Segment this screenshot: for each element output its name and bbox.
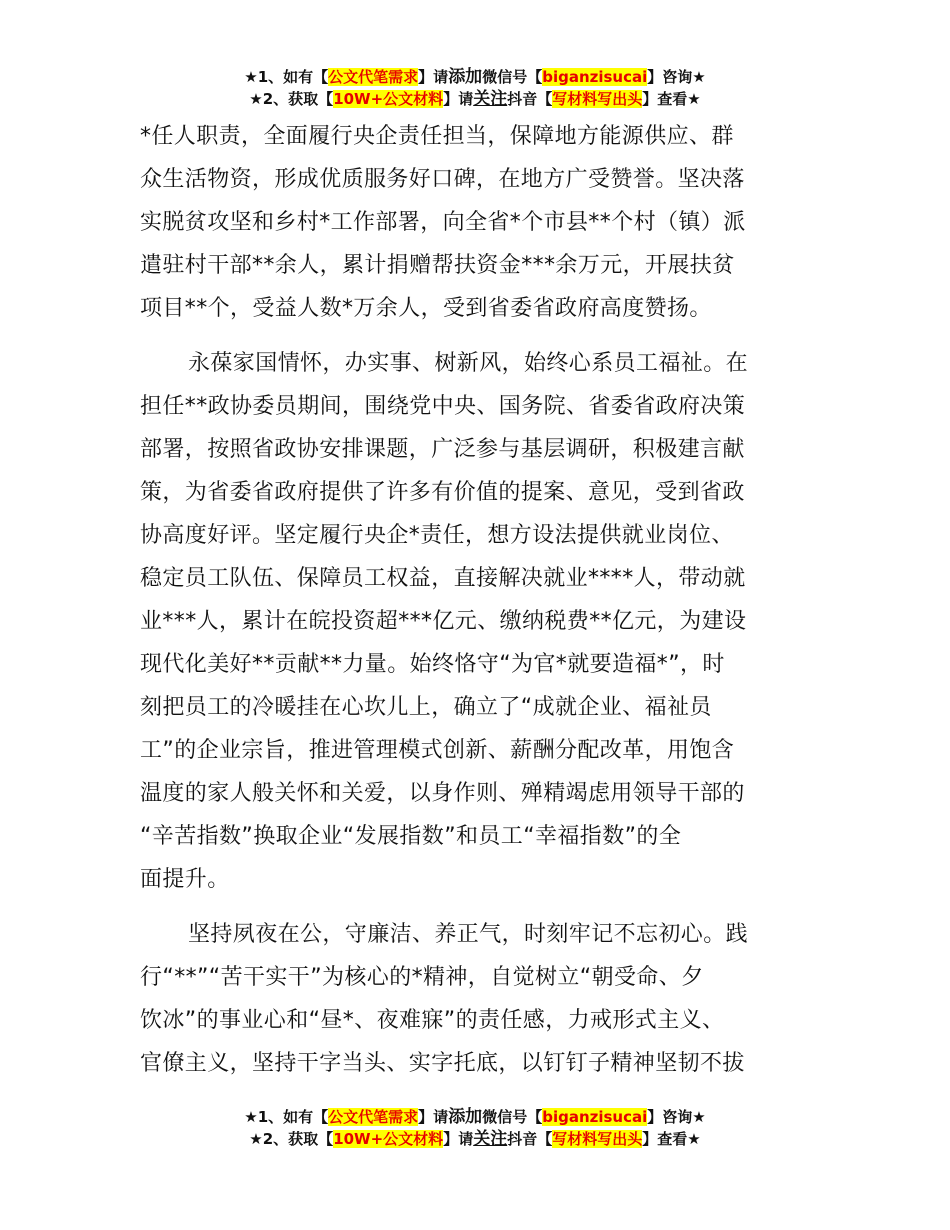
banner-emphasis: 关注 — [473, 1129, 508, 1149]
bottom-banner — [0, 1106, 950, 1150]
paragraph-3 — [140, 913, 830, 1085]
banner-text: 抖音【 — [507, 90, 553, 108]
text-line: 温度的家人般关怀和关爱，以身作则、殚精竭虑用领导干部的 — [140, 781, 745, 806]
paragraph-1 — [140, 115, 830, 330]
text-line: 行“**”“苦干实干”为核心的*精神，自觉树立“朝受命、夕 — [140, 965, 704, 990]
banner-line-1 — [0, 66, 950, 88]
text-line: 工”的企业宗旨，推进管理模式创新、薪酬分配改革，用饱含 — [140, 738, 735, 763]
banner-highlight-service: 公文代笔需求 — [328, 68, 419, 86]
banner-highlight-douyin-id: 写材料写出头 — [552, 90, 643, 108]
text-line: 遣驻村干部**余人，累计捐赠帮扶资金***余万元，开展扶贫 — [140, 253, 735, 278]
banner-emphasis: 添加 — [448, 1107, 483, 1127]
top-banner — [0, 66, 950, 110]
paragraph-2 — [140, 342, 830, 901]
banner-text: 】咨询★ — [647, 1108, 706, 1126]
paragraph-spacer — [140, 330, 830, 342]
banner-text: 】查看★ — [642, 1130, 701, 1148]
text-line: 业***人，累计在皖投资超***亿元、缴纳税费**亿元，为建设 — [140, 609, 747, 634]
banner-highlight-wechat-id: biganzisucai — [542, 1108, 648, 1126]
banner-line-2 — [0, 88, 950, 110]
banner-highlight-materials: 10W+公文材料 — [333, 1130, 444, 1148]
document-body — [140, 115, 830, 1085]
text-line: 饮冰”的事业心和“昼*、夜难寐”的责任感，力戒形式主义、 — [140, 1008, 725, 1033]
banner-text: ★2、获取【 — [249, 1130, 334, 1148]
text-line: 部署，按照省政协安排课题，广泛参与基层调研，积极建言献 — [140, 437, 745, 462]
banner-text: 】请 — [443, 90, 474, 108]
text-line: 现代化美好**贡献**力量。始终恪守“为官*就要造福*”，时 — [140, 652, 725, 677]
banner-line-1 — [0, 1106, 950, 1128]
banner-text: 抖音【 — [507, 1130, 553, 1148]
text-line: 面提升。 — [140, 867, 230, 892]
banner-text: 】查看★ — [642, 90, 701, 108]
text-line: 担任**政协委员期间，围绕党中央、国务院、省委省政府决策 — [140, 394, 746, 419]
banner-text: 】请 — [418, 1108, 449, 1126]
banner-text: ★2、获取【 — [249, 90, 334, 108]
banner-text: ★1、如有【 — [244, 68, 329, 86]
text-line: *任人职责，全面履行央企责任担当，保障地方能源供应、群 — [140, 124, 734, 149]
banner-text: 微信号【 — [482, 1108, 543, 1126]
banner-highlight-wechat-id: biganzisucai — [542, 68, 648, 86]
text-line: 永葆家国情怀，办实事、树新风，始终心系员工福祉。在 — [188, 351, 749, 376]
banner-highlight-materials: 10W+公文材料 — [333, 90, 444, 108]
text-line: 协高度好评。坚定履行央企*责任，想方设法提供就业岗位、 — [140, 523, 734, 548]
text-line: 稳定员工队伍、保障员工权益，直接解决就业****人，带动就 — [140, 566, 746, 591]
banner-line-2 — [0, 1128, 950, 1150]
banner-text: ★1、如有【 — [244, 1108, 329, 1126]
banner-highlight-douyin-id: 写材料写出头 — [552, 1130, 643, 1148]
text-line: 坚持夙夜在公，守廉洁、养正气，时刻牢记不忘初心。践 — [188, 922, 749, 947]
banner-text: 】咨询★ — [647, 68, 706, 86]
banner-highlight-service: 公文代笔需求 — [328, 1108, 419, 1126]
text-line: 官僚主义，坚持干字当头、实字托底，以钉钉子精神坚韧不拔 — [140, 1051, 745, 1076]
banner-text: 】请 — [418, 68, 449, 86]
banner-emphasis: 关注 — [473, 89, 508, 109]
text-line: “辛苦指数”换取企业“发展指数”和员工“幸福指数”的全 — [140, 824, 682, 849]
banner-text: 微信号【 — [482, 68, 543, 86]
paragraph-spacer — [140, 901, 830, 913]
banner-text: 】请 — [443, 1130, 474, 1148]
banner-emphasis: 添加 — [448, 67, 483, 87]
text-line: 策，为省委省政府提供了许多有价值的提案、意见，受到省政 — [140, 480, 745, 505]
text-line: 刻把员工的冷暖挂在心坎儿上，确立了“成就企业、福祉员 — [140, 695, 712, 720]
text-line: 众生活物资，形成优质服务好口碑，在地方广受赞誉。坚决落 — [140, 167, 745, 192]
text-line: 项目**个，受益人数*万余人，受到省委省政府高度赞扬。 — [140, 296, 712, 321]
text-line: 实脱贫攻坚和乡村*工作部署，向全省*个市县**个村（镇）派 — [140, 210, 746, 235]
